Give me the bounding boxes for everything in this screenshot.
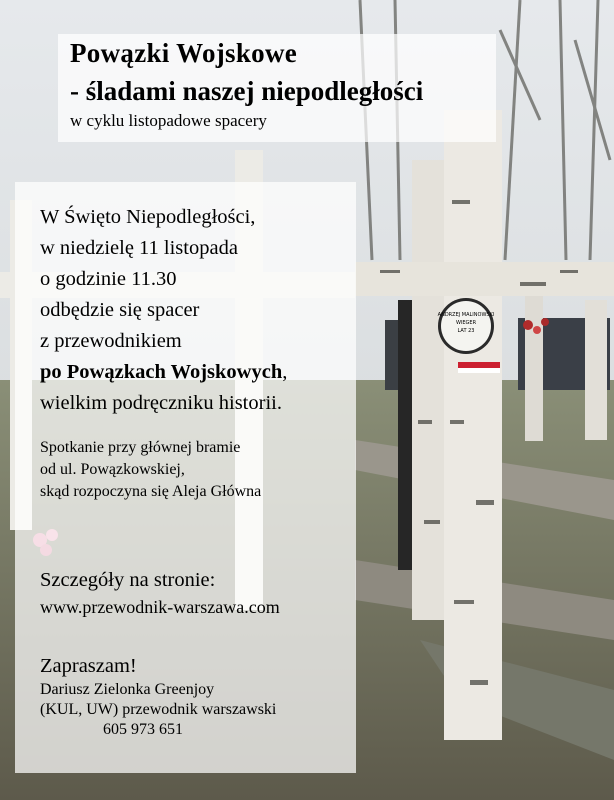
- guide-name: Dariusz Zielonka Greenjoy: [40, 681, 215, 698]
- guide-role: (KUL, UW) przewodnik warszawski: [40, 701, 277, 718]
- website-link[interactable]: www.przewodnik-warszawa.com: [40, 597, 280, 617]
- announcement-line: W Święto Niepodległości,: [40, 206, 256, 228]
- announcement: [40, 202, 287, 419]
- announcement-highlight-line: [40, 357, 287, 388]
- meeting-line: skąd rozpoczyna się Aleja Główna: [40, 483, 262, 500]
- announcement-line: odbędzie się spacer: [40, 299, 200, 321]
- announcement-line: w niedzielę 11 listopada: [40, 237, 238, 259]
- series-caption: w cyklu listopadowe spacery: [70, 111, 267, 130]
- meeting-line: od ul. Powązkowskiej,: [40, 461, 185, 478]
- guide-phone: 605 973 651: [103, 721, 183, 738]
- meeting-line: Spotkanie przy głównej bramie: [40, 439, 241, 456]
- invitation-heading: Zapraszam!: [40, 655, 137, 677]
- announcement-line: z przewodnikiem: [40, 330, 182, 352]
- meeting-point: [40, 437, 261, 503]
- announcement-line: wielkim podręczniku historii.: [40, 392, 282, 414]
- plaque-text: LAT 23: [457, 328, 475, 334]
- details-heading: Szczegóły na stronie:: [40, 569, 216, 591]
- announcement-highlight: po Powązkach Wojskowych: [40, 361, 283, 383]
- guide-contact: [40, 680, 276, 740]
- announcement-comma: ,: [282, 361, 288, 383]
- name-plaque: [438, 298, 495, 354]
- announcement-line: o godzinie 11.30: [40, 268, 177, 290]
- plaque-text: WIEGER: [455, 320, 477, 326]
- plaque-text: ANDRZEJ MALINOWSKI: [437, 312, 495, 318]
- page-title: Powązki Wojskowe: [70, 38, 298, 68]
- page-subtitle-heading: - śladami naszej niepodległości: [70, 76, 424, 106]
- dark-post: [398, 300, 414, 570]
